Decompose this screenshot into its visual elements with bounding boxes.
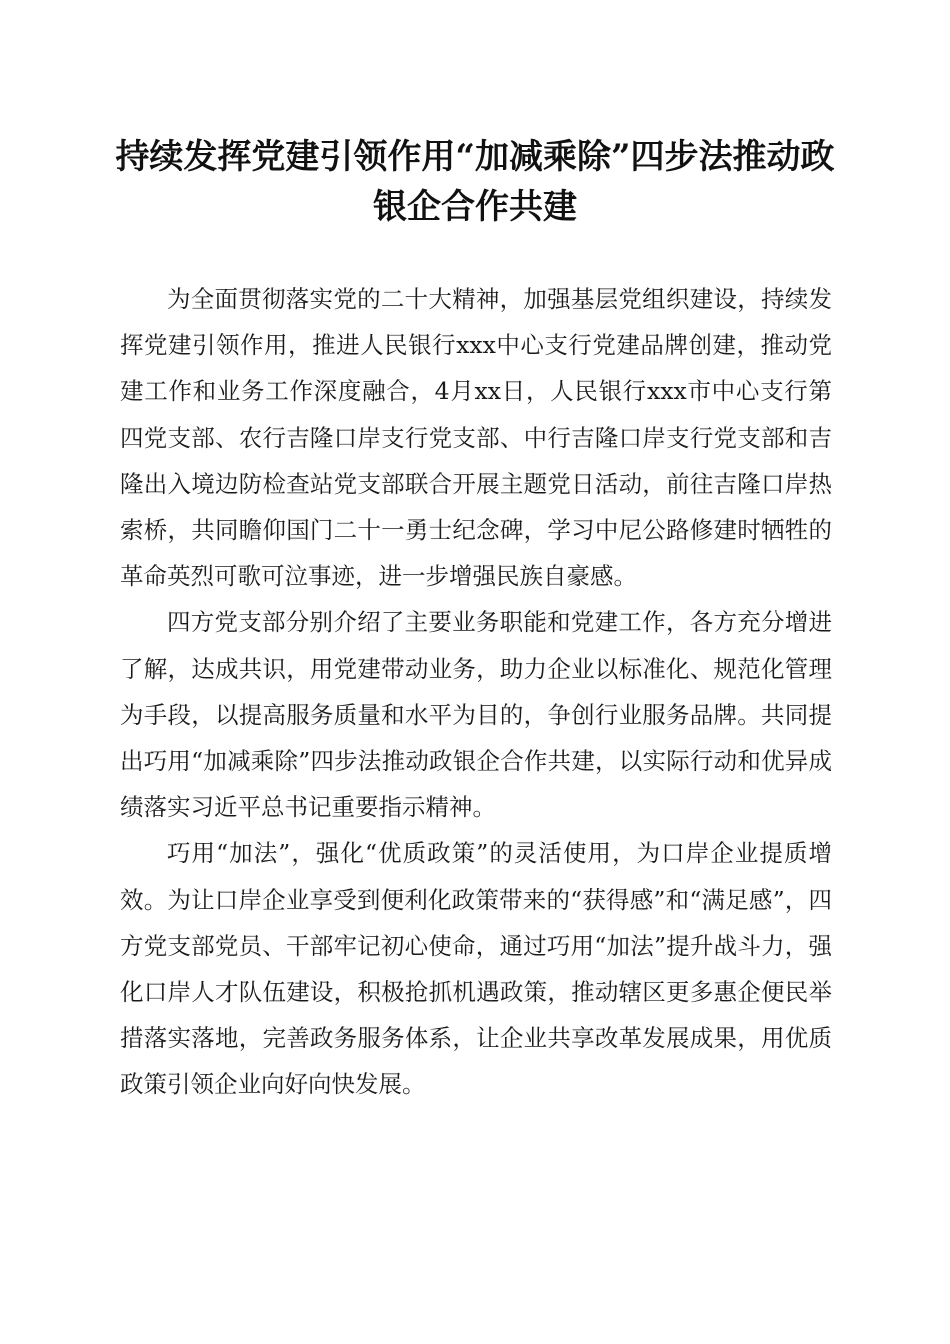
document-body [120, 276, 832, 1108]
paragraph-3: 巧用“加法”，强化“优质政策”的灵活使用，为口岸企业提质增效。为让口岸企业享受到便利化政策带来的“获得感”和“满足感”，四方党支部党员、干部牢记初心使命，通过巧用“加法”提升战斗力，强化口岸人才队伍建设，积极抢抓机遇政策，推动辖区更多惠企便民举措落实落地，完善政务服务体系，让企业共享改革发展成果，用优质政策引领企业向好向快发展。 [120, 839, 832, 1099]
paragraph-2: 四方党支部分别介绍了主要业务职能和党建工作，各方充分增进了解，达成共识，用党建带动业务，助力企业以标准化、规范化管理为手段，以提高服务质量和水平为目的，争创行业服务品牌。共同提出巧用“加减乘除”四步法推动政银企合作共建，以实际行动和优异成绩落实习近平总书记重要指示精神。 [120, 608, 832, 822]
document-title: 持续发挥党建引领作用“加减乘除”四步法推动政银企合作共建 [115, 137, 835, 227]
paragraph-1: 为全面贯彻落实党的二十大精神，加强基层党组织建设，持续发挥党建引领作用，推进人民银行xxx中心支行党建品牌创建，推动党建工作和业务工作深度融合，4月xx日，人民银行xxx市中心支行第四党支部、农行吉隆口岸支行党支部、中行吉隆口岸支行党支部和吉隆出入境边防检查站党支部联合开展主题党日活动，前往吉隆口岸热索桥，共同瞻仰国门二十一勇士纪念碑，学习中尼公路修建时牺牲的革命英烈可歌可泣事迹，进一步增强民族自豪感。 [120, 285, 832, 591]
